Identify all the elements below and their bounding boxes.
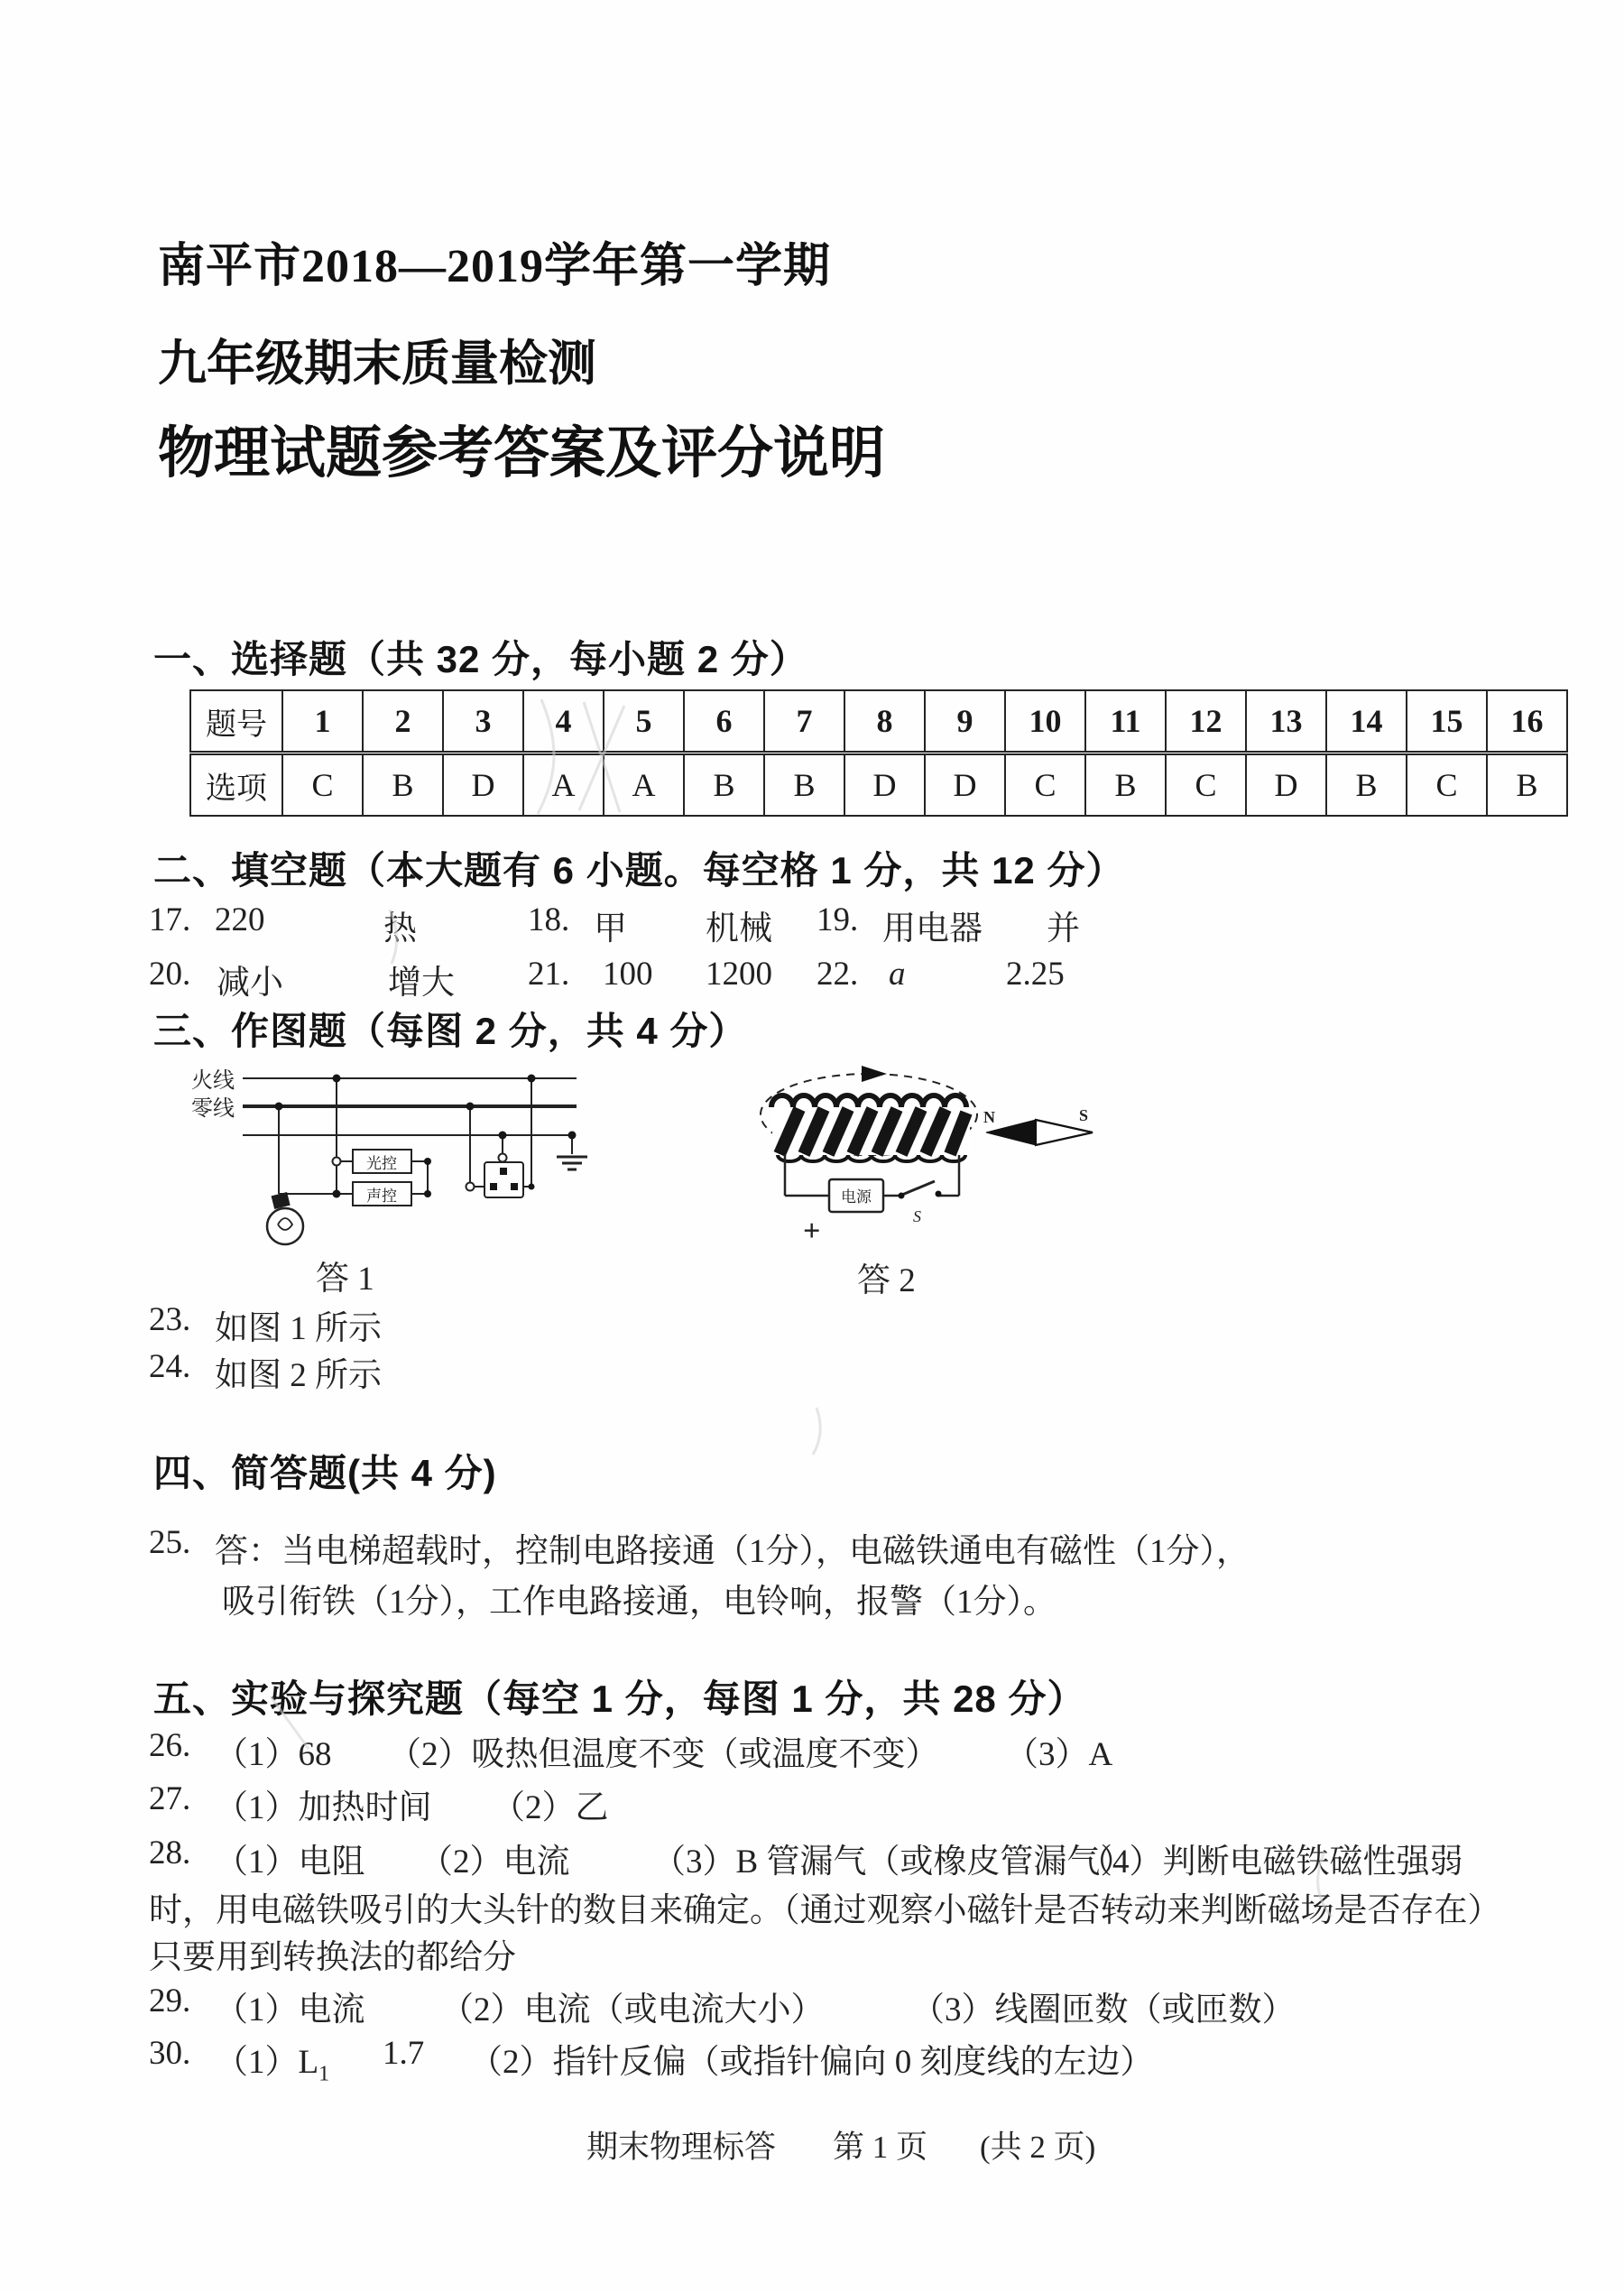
answer-cell: B	[363, 753, 443, 817]
page-title-line2: 九年级期末质量检测	[158, 337, 596, 391]
switch-contact-dot	[899, 1193, 905, 1199]
q29-part-2: （2）电流（或电流大小）	[440, 1992, 825, 2029]
answer-cell: B	[1326, 753, 1407, 817]
q30-number: 30.	[149, 2035, 191, 2072]
q17-number: 17.	[149, 901, 191, 938]
q20-blank-1: 减小	[217, 965, 283, 1002]
question-number-cell: 12	[1166, 690, 1246, 753]
q25-answer-line-2: 吸引衔铁（1分），工作电路接通，电铃响，报警（1分）。	[222, 1584, 1057, 1621]
lamp-icon	[267, 1192, 303, 1244]
compass-needle-icon	[986, 1120, 1093, 1145]
page-title-line3: 物理试题参考答案及评分说明	[158, 422, 886, 485]
q30-part-1b: 1.7	[383, 2035, 425, 2072]
q24-answer: 如图 2 所示	[215, 1357, 382, 1394]
q21-blank-1: 100	[603, 956, 653, 993]
live-wire-label: 火线	[191, 1069, 235, 1093]
q25-number: 25.	[149, 1524, 191, 1561]
answer-cell: B	[764, 753, 844, 817]
q26-line	[0, 1726, 1624, 1771]
question-number-row-label: 题号	[190, 690, 282, 753]
q27-number: 27.	[149, 1780, 191, 1817]
q29-line	[0, 1982, 1624, 2027]
q24-line	[0, 1347, 1624, 1392]
question-number-cell: 7	[764, 690, 844, 753]
fill-blank-row-2	[0, 955, 1624, 1000]
answer-cell: C	[1166, 753, 1246, 817]
footer-document-name: 期末物理标答	[586, 2130, 777, 2165]
figure1-household-circuit-diagram	[180, 1060, 604, 1268]
q28-line-1	[0, 1834, 1624, 1879]
q29-part-3: （3）线圈匝数（或匝数）	[911, 1992, 1296, 2029]
q29-part-1: （1）电流	[215, 1992, 365, 2029]
answer-cell: D	[925, 753, 1005, 817]
solenoid-coil-icon	[771, 1095, 970, 1161]
light-switch-label: 光控	[366, 1155, 397, 1172]
question-number-cell: 10	[1005, 690, 1085, 753]
q30-part-2: （2）指针反偏（或指针偏向 0 刻度线的左边）	[469, 2044, 1154, 2081]
q18-blank-1: 甲	[594, 910, 627, 947]
needle-north-label: N	[983, 1108, 995, 1126]
q21-blank-2: 1200	[706, 956, 772, 993]
ground-symbol-icon	[557, 1157, 587, 1169]
section5-heading: 五、实验与探究题（每空 1 分，每图 1 分，共 28 分）	[153, 1677, 1086, 1720]
q28-part-2: （2）电流	[420, 1844, 570, 1881]
question-number-cell: 13	[1246, 690, 1326, 753]
q19-blank-2: 并	[1047, 910, 1080, 947]
q25-answer-line-1: 答：当电梯超载时，控制电路接通（1分），电磁铁通电有磁性（1分），	[215, 1533, 1250, 1570]
question-number-cell: 11	[1085, 690, 1166, 753]
answer-option-row-label: 选项	[190, 753, 282, 817]
q17-blank-1: 220	[215, 901, 265, 938]
q28-number: 28.	[149, 1835, 191, 1871]
q26-part-3: （3）A	[1005, 1736, 1113, 1773]
socket-icon	[484, 1162, 523, 1197]
q26-number: 26.	[149, 1727, 191, 1764]
answer-cell: D	[844, 753, 925, 817]
question-number-cell: 14	[1326, 690, 1407, 753]
question-number-cell: 8	[844, 690, 925, 753]
answer-cell: D	[443, 753, 523, 817]
q30-part-1-subscript: 1	[318, 2062, 330, 2086]
q20-number: 20.	[149, 956, 191, 993]
answer-option-row	[190, 753, 1567, 817]
q21-number: 21.	[528, 956, 570, 993]
q18-blank-2: 机械	[706, 910, 772, 947]
question-number-cell: 16	[1487, 690, 1567, 753]
answer-cell: B	[684, 753, 764, 817]
section2-heading: 二、填空题（本大题有 6 小题。每空格 1 分，共 12 分）	[153, 849, 1125, 892]
question-number-cell: 5	[604, 690, 684, 753]
q27-line	[0, 1779, 1624, 1825]
q30-line	[0, 2034, 1624, 2086]
page-footer	[0, 2122, 1624, 2166]
q22-blank-2: 2.25	[1006, 956, 1065, 993]
question-number-cell: 4	[523, 690, 604, 753]
answer-cell: A	[523, 753, 604, 817]
q26-part-2: （2）吸热但温度不变（或温度不变）	[388, 1736, 939, 1773]
section3-heading: 三、作图题（每图 2 分，共 4 分）	[153, 1010, 748, 1052]
q25-line-1	[0, 1523, 1624, 1568]
q20-blank-2: 增大	[388, 965, 455, 1002]
neutral-wire-label: 零线	[191, 1097, 235, 1121]
q29-number: 29.	[149, 1982, 191, 2019]
multiple-choice-answer-table	[189, 689, 1568, 817]
q23-line	[0, 1300, 1624, 1345]
q23-number: 23.	[149, 1301, 191, 1338]
q27-part-2: （2）乙	[492, 1789, 609, 1826]
q27-part-1: （1）加热时间	[215, 1789, 432, 1826]
question-number-cell: 9	[925, 690, 1005, 753]
answer-cell: C	[282, 753, 363, 817]
q28-part-3: （3）B 管漏气（或橡皮管漏气）	[652, 1844, 1134, 1881]
q22-number: 22.	[817, 956, 859, 993]
q26-part-1: （1）68	[215, 1736, 332, 1773]
answer-cell: D	[1246, 753, 1326, 817]
sound-switch-label: 声控	[366, 1188, 397, 1205]
q28-part-1: （1）电阻	[215, 1844, 365, 1881]
section4-heading: 四、简答题(共 4 分)	[153, 1452, 497, 1494]
q28-continuation: 时，用电磁铁吸引的大头针的数目来确定。（通过观察小磁针是否转动来判断磁场是否存在）	[149, 1892, 1501, 1929]
q18-number: 18.	[528, 901, 570, 938]
answer-cell: B	[1085, 753, 1166, 817]
switch-contact-dot	[936, 1191, 942, 1197]
q24-number: 24.	[149, 1348, 191, 1385]
answer-cell: C	[1407, 753, 1487, 817]
q28-part-4: （4）判断电磁铁磁性强弱	[1079, 1844, 1463, 1881]
fill-blank-row-1	[0, 901, 1624, 946]
q19-blank-1: 用电器	[882, 910, 983, 947]
q19-number: 19.	[817, 901, 859, 938]
question-number-cell: 15	[1407, 690, 1487, 753]
answer-cell: B	[1487, 753, 1567, 817]
figure2-caption: 答 2	[857, 1262, 916, 1299]
question-number-cell: 1	[282, 690, 363, 753]
q22-blank-1: a	[889, 956, 906, 993]
circuit-wires	[243, 1078, 577, 1194]
footer-total-pages: (共 2 页)	[980, 2130, 1096, 2165]
battery-label: 电源	[841, 1188, 872, 1206]
question-number-cell: 2	[363, 690, 443, 753]
q23-answer: 如图 1 所示	[215, 1310, 382, 1347]
field-direction-arrow-icon	[862, 1066, 887, 1082]
switch-label: S	[913, 1207, 921, 1225]
question-number-cell: 3	[443, 690, 523, 753]
q17-blank-2: 热	[383, 910, 417, 947]
figure2-solenoid-diagram	[749, 1047, 1110, 1272]
q28-line-2	[0, 1882, 1624, 1927]
battery-plus-label: +	[803, 1215, 821, 1248]
needle-south-label: S	[1079, 1106, 1089, 1124]
q30-part-1	[215, 2034, 329, 2086]
section1-heading: 一、选择题（共 32 分，每小题 2 分）	[153, 638, 808, 680]
q28-line-3	[0, 1929, 1624, 1974]
figure1-caption: 答 1	[316, 1261, 374, 1298]
page-title-line1: 南平市2018—2019学年第一学期	[158, 241, 832, 292]
question-number-cell: 6	[684, 690, 764, 753]
q28-grading-note: 只要用到转换法的都给分	[149, 1939, 516, 1976]
q30-part-1-text: （1）L	[215, 2044, 319, 2081]
answer-cell: C	[1005, 753, 1085, 817]
answer-cell: A	[604, 753, 684, 817]
q25-line-2	[0, 1574, 1624, 1619]
footer-page-number: 第 1 页	[833, 2130, 928, 2165]
question-number-row	[190, 690, 1567, 753]
